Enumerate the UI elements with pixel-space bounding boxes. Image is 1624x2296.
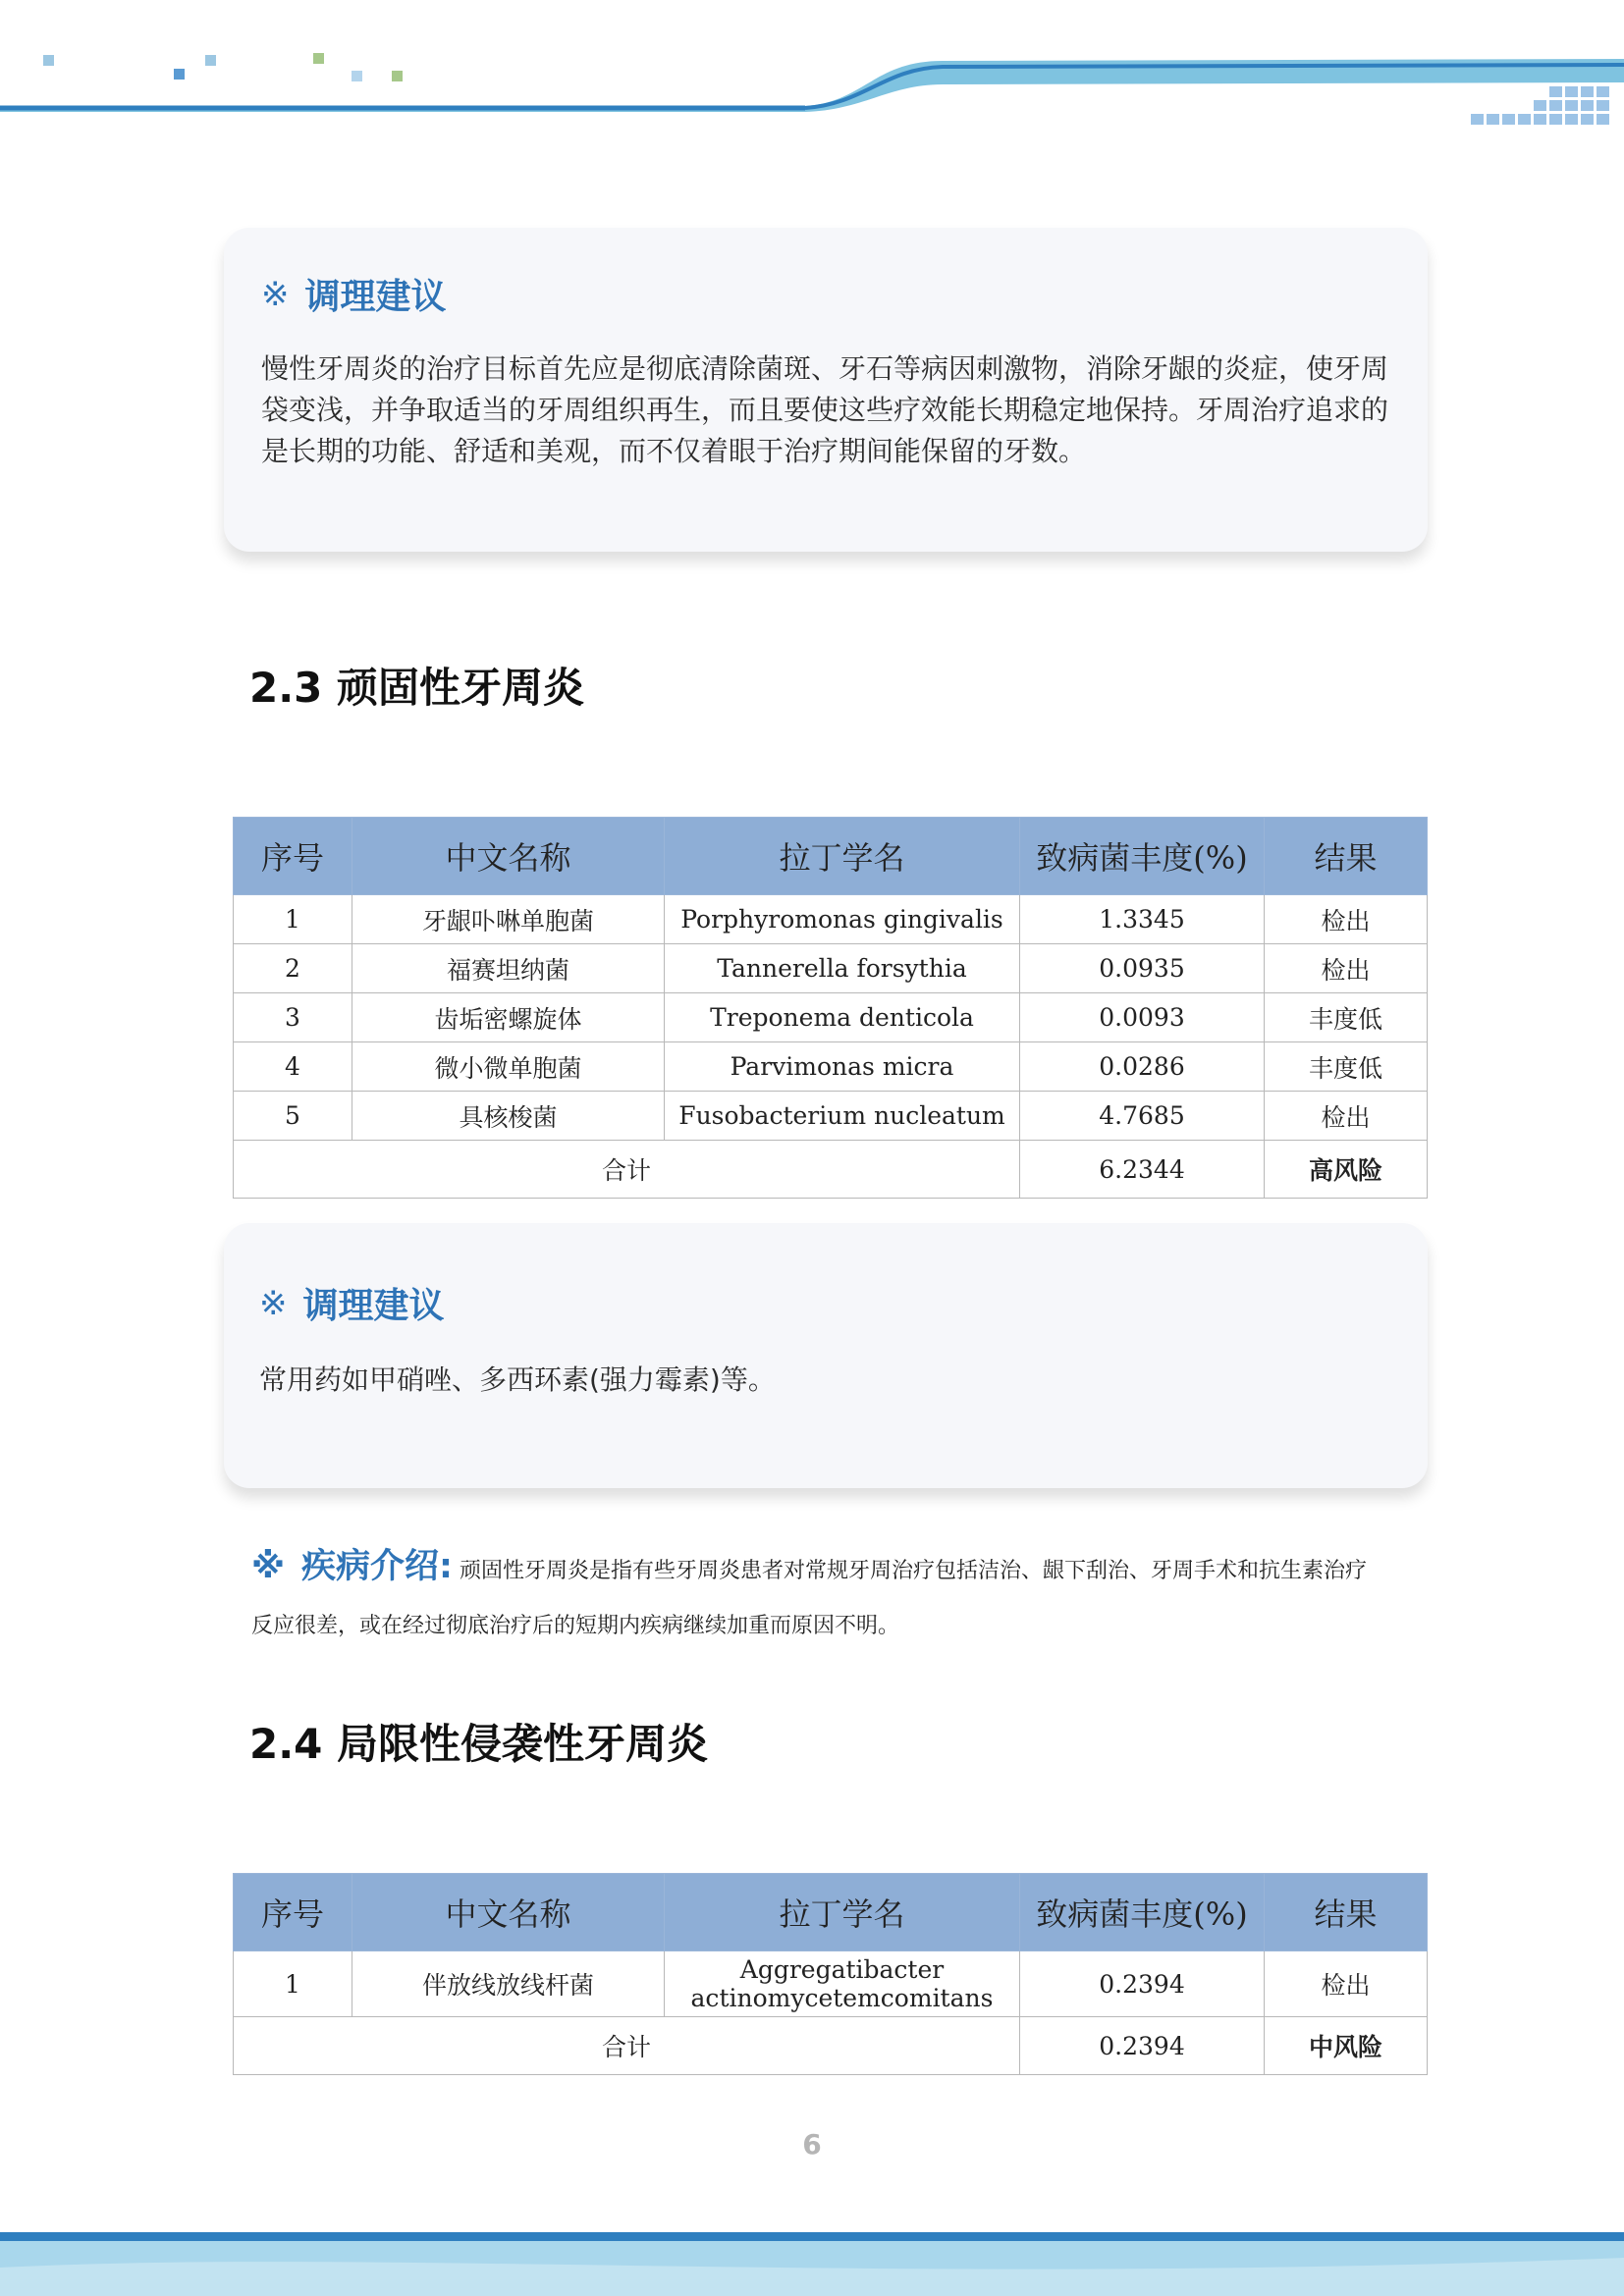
cell-index: 4 [234,1042,352,1092]
cell-index: 2 [234,944,352,993]
cell-latin-name: Fusobacterium nucleatum [665,1092,1020,1141]
advice-card-body: 常用药如甲硝唑、多西环素(强力霉素)等。 [259,1363,776,1396]
reference-mark-icon: ※ [261,274,290,314]
advice-title-text: 调理建议 [304,277,447,317]
cell-abundance: 4.7685 [1020,1092,1265,1141]
cell-latin-name: Porphyromonas gingivalis [665,895,1020,944]
cell-index: 3 [234,993,352,1042]
cell-latin-name: Tannerella forsythia [665,944,1020,993]
section-title-2-3: 2.3 顽固性牙周炎 [249,664,585,712]
cell-latin-name: Aggregatibacter actinomycetemcomitans [665,1951,1020,2017]
cell-chinese-name: 齿垢密螺旋体 [352,993,665,1042]
risk-level-badge: 高风险 [1265,1141,1428,1199]
cell-result: 检出 [1265,944,1428,993]
reference-mark-icon: ※ [251,1547,286,1586]
advice-card-1 [224,228,1428,552]
total-label: 合计 [234,1141,1020,1199]
advice-title-text: 调理建议 [302,1286,445,1326]
cell-result: 丰度低 [1265,993,1428,1042]
cell-chinese-name: 牙龈卟啉单胞菌 [352,895,665,944]
cell-abundance: 1.3345 [1020,895,1265,944]
table-row [234,944,1428,993]
disease-intro [251,1539,1380,1654]
disease-intro-text: 顽固性牙周炎是指有些牙周炎患者对常规牙周治疗包括洁治、龈下刮治、牙周手术和抗生素治疗反应很差，或在经过彻底治疗后的短期内疾病继续加重而原因不明。 [251,1559,1368,1638]
cell-latin-name: Treponema denticola [665,993,1020,1042]
reference-mark-icon: ※ [259,1283,288,1323]
header-chinese-name: 中文名称 [352,818,665,895]
header-chinese-name: 中文名称 [352,1874,665,1951]
header-abundance: 致病菌丰度(%) [1020,1874,1265,1951]
table-row [234,1951,1428,2017]
page-number: 6 [802,2128,822,2161]
advice-card-body: 慢性牙周炎的治疗目标首先应是彻底清除菌斑、牙石等病因刺激物，消除牙龈的炎症，使牙周袋变浅，并争取适当的牙周组织再生，而且要使这些疗效能长期稳定地保持。牙周治疗追求的是长期的功能、舒适和美观，而不仅着眼于治疗期间能保留的牙数。 [261,352,1389,467]
header-latin-name: 拉丁学名 [665,818,1020,895]
cell-chinese-name: 具核梭菌 [352,1092,665,1141]
cell-abundance: 0.0093 [1020,993,1265,1042]
cell-result: 丰度低 [1265,1042,1428,1092]
cell-chinese-name: 伴放线放线杆菌 [352,1951,665,2017]
header-index: 序号 [234,1874,352,1951]
table-total-row [234,1141,1428,1199]
cell-result: 检出 [1265,1951,1428,2017]
cell-latin-name: Parvimonas micra [665,1042,1020,1092]
bacteria-table-2-4 [233,1873,1428,2075]
advice-card-title [259,1278,1392,1328]
table-row [234,1092,1428,1141]
cell-chinese-name: 福赛坦纳菌 [352,944,665,993]
table-row [234,993,1428,1042]
table-row [234,1042,1428,1092]
cell-result: 检出 [1265,895,1428,944]
advice-card-title [261,269,1390,319]
header-decoration [0,0,1624,137]
cell-index: 1 [234,895,352,944]
disease-intro-label: 疾病介绍: [301,1547,454,1586]
table-row [234,895,1428,944]
cell-abundance: 0.0935 [1020,944,1265,993]
cell-index: 1 [234,1951,352,2017]
header-latin-name: 拉丁学名 [665,1874,1020,1951]
cell-chinese-name: 微小微单胞菌 [352,1042,665,1092]
total-value: 0.2394 [1020,2017,1265,2075]
table-total-row [234,2017,1428,2075]
table-header-row [234,1874,1428,1951]
header-index: 序号 [234,818,352,895]
cell-abundance: 0.2394 [1020,1951,1265,2017]
bacteria-table-2-3 [233,817,1428,1199]
footer-decoration [0,2228,1624,2296]
header-result: 结果 [1265,1874,1428,1951]
cell-result: 检出 [1265,1092,1428,1141]
total-value: 6.2344 [1020,1141,1265,1199]
header-abundance: 致病菌丰度(%) [1020,818,1265,895]
header-result: 结果 [1265,818,1428,895]
total-label: 合计 [234,2017,1020,2075]
advice-card-2 [224,1223,1428,1488]
section-title-2-4: 2.4 局限性侵袭性牙周炎 [249,1720,709,1768]
table-header-row [234,818,1428,895]
cell-index: 5 [234,1092,352,1141]
cell-abundance: 0.0286 [1020,1042,1265,1092]
risk-level-badge: 中风险 [1265,2017,1428,2075]
